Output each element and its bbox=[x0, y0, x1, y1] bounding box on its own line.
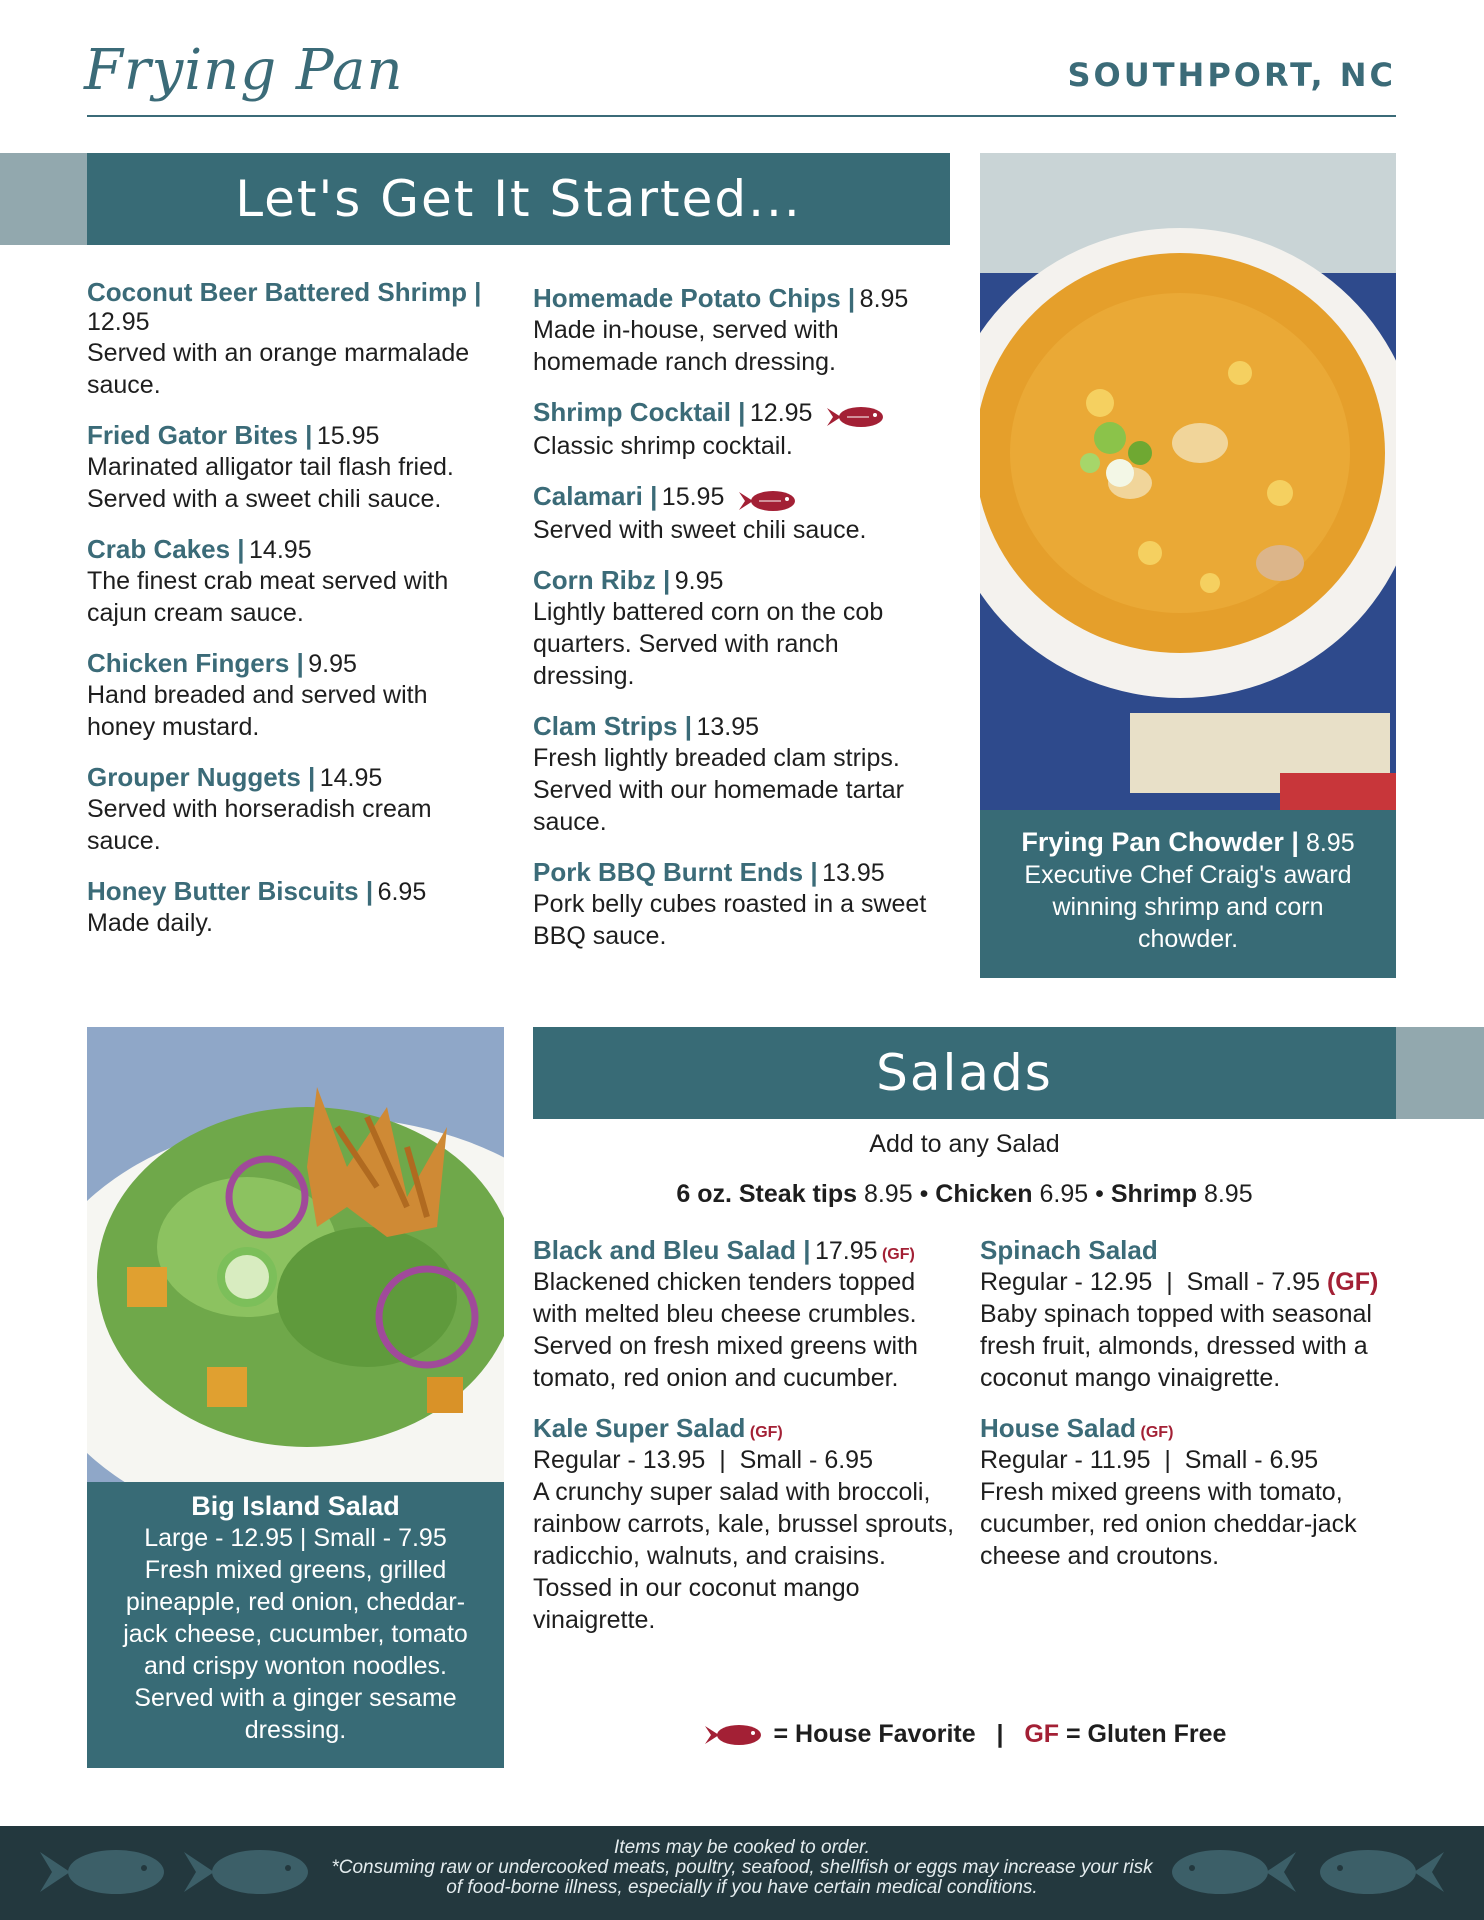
salad-caption bbox=[87, 1482, 504, 1768]
item-name: Homemade Potato Chips | bbox=[533, 283, 856, 313]
footer-line-2: *Consuming raw or undercooked meats, poultry, seafood, shellfish or eggs may increase your risk bbox=[331, 1857, 1153, 1878]
house-favorite-fish-icon bbox=[703, 1722, 767, 1748]
item-price: 6.95 bbox=[377, 878, 427, 906]
item-description: The finest crab meat served with cajun cream sauce. bbox=[87, 567, 449, 627]
legend-separator: | bbox=[996, 1720, 1004, 1748]
legend-gf-label: GF bbox=[1024, 1720, 1060, 1748]
item-name: Coconut Beer Battered Shrimp | bbox=[87, 277, 482, 307]
salads-heading: Salads bbox=[876, 1044, 1053, 1102]
menu-item bbox=[87, 761, 497, 857]
item-sizes: Regular - 11.95 | Small - 6.95 bbox=[980, 1446, 1319, 1474]
salad-illustration bbox=[87, 1027, 504, 1482]
item-description: A crunchy super salad with broccoli, rainbow carrots, kale, brussel sprouts, radicchio, walnuts, and craisins. Tossed in our coconut mango vinaigrette. bbox=[533, 1478, 955, 1634]
fish-icon bbox=[36, 1844, 166, 1900]
salad-photo bbox=[87, 1027, 504, 1482]
item-name: Crab Cakes | bbox=[87, 534, 245, 564]
gluten-free-badge: (GF) bbox=[881, 1246, 915, 1263]
footer-line-3: of food-borne illness, especially if you have certain medical conditions. bbox=[446, 1877, 1038, 1898]
addon-label: Add to any Salad bbox=[869, 1130, 1060, 1158]
item-name: Calamari | bbox=[533, 480, 658, 511]
starters-column-2 bbox=[533, 282, 943, 970]
item-price: 15.95 bbox=[316, 422, 380, 450]
menu-item bbox=[533, 564, 943, 692]
item-description: Fresh lightly breaded clam strips. Served with our homemade tartar sauce. bbox=[533, 743, 905, 836]
item-name: Pork BBQ Burnt Ends | bbox=[533, 856, 818, 887]
addon-price: 8.95 bbox=[1203, 1180, 1253, 1208]
feature-price: 8.95 bbox=[1305, 829, 1355, 857]
gluten-free-badge: (GF) bbox=[1326, 1268, 1379, 1296]
item-description: Blackened chicken tenders topped with melted bleu cheese crumbles. Served on fresh mixed greens with tomato, red onion and cucumber. bbox=[533, 1268, 918, 1392]
item-description: Baby spinach topped with seasonal fresh fruit, almonds, dressed with a coconut mango vinaigrette. bbox=[980, 1300, 1372, 1392]
fish-icon bbox=[1318, 1844, 1448, 1900]
menu-item bbox=[533, 1234, 958, 1394]
item-name: Fried Gator Bites | bbox=[87, 420, 313, 450]
menu-item bbox=[533, 1412, 958, 1636]
item-name: Shrimp Cocktail | bbox=[533, 397, 746, 427]
salads-column-1 bbox=[533, 1234, 958, 1654]
item-sizes: Regular - 12.95 | Small - 7.95 bbox=[980, 1268, 1320, 1296]
addon-price: 8.95 bbox=[863, 1180, 913, 1208]
item-name: Corn Ribz | bbox=[533, 564, 671, 595]
menu-item bbox=[980, 1234, 1396, 1394]
item-name: Clam Strips | bbox=[533, 710, 692, 741]
footer-disclaimer bbox=[300, 1838, 1184, 1898]
gluten-free-badge: (GF) bbox=[1140, 1424, 1174, 1441]
item-description: Marinated alligator tail flash fried. Served with a sweet chili sauce. bbox=[87, 453, 454, 513]
addon-name: Shrimp bbox=[1110, 1180, 1197, 1208]
house-favorite-fish-icon bbox=[737, 488, 801, 514]
menu-item bbox=[980, 1412, 1396, 1572]
restaurant-logo: Frying Pan bbox=[84, 38, 404, 103]
menu-item bbox=[533, 282, 943, 378]
location-label: SOUTHPORT, NC bbox=[1067, 56, 1396, 94]
item-description: Made daily. bbox=[87, 909, 213, 937]
feature-description: Fresh mixed greens, grilled pineapple, red onion, cheddar-jack cheese, cucumber, tomato and crispy wonton noodles. Served with a ginger sesame dressing. bbox=[123, 1556, 468, 1744]
addon-list bbox=[533, 1180, 1396, 1209]
fish-icon bbox=[1170, 1844, 1300, 1900]
feature-sizes: Large - 12.95 | Small - 7.95 bbox=[144, 1524, 447, 1552]
item-price: 8.95 bbox=[859, 285, 909, 313]
starters-heading: Let's Get It Started... bbox=[235, 170, 802, 228]
item-description: Pork belly cubes roasted in a sweet BBQ sauce. bbox=[533, 889, 927, 950]
salads-heading-bar bbox=[533, 1027, 1396, 1119]
item-name: Grouper Nuggets | bbox=[87, 762, 316, 792]
item-price: 12.95 bbox=[87, 308, 150, 336]
menu-item bbox=[87, 875, 497, 939]
item-price: 17.95 bbox=[814, 1237, 878, 1265]
item-price: 15.95 bbox=[661, 482, 725, 511]
legend-gf-text: = Gluten Free bbox=[1066, 1720, 1227, 1748]
item-description: Hand breaded and served with honey mustard. bbox=[87, 681, 428, 741]
addon-name: Chicken bbox=[935, 1180, 1033, 1208]
legend bbox=[533, 1720, 1396, 1749]
gluten-free-badge: (GF) bbox=[749, 1424, 783, 1441]
footer bbox=[0, 1826, 1484, 1920]
chowder-illustration bbox=[980, 153, 1396, 810]
addon-separator: • bbox=[1095, 1180, 1104, 1208]
addon-name: 6 oz. Steak tips bbox=[676, 1180, 857, 1208]
house-favorite-fish-icon bbox=[825, 404, 889, 430]
menu-item bbox=[87, 647, 497, 743]
item-name: Spinach Salad bbox=[980, 1235, 1158, 1265]
starters-heading-bar bbox=[87, 153, 950, 245]
chowder-caption bbox=[980, 810, 1396, 978]
feature-name: Big Island Salad bbox=[191, 1491, 400, 1521]
item-description: Served with sweet chili sauce. bbox=[533, 515, 867, 544]
salads-column-2 bbox=[980, 1234, 1396, 1590]
item-description: Lightly battered corn on the cob quarters. Served with ranch dressing. bbox=[533, 597, 884, 690]
item-price: 12.95 bbox=[749, 399, 813, 427]
item-name: Honey Butter Biscuits | bbox=[87, 876, 374, 906]
item-name: House Salad bbox=[980, 1413, 1137, 1443]
salads-bar-accent bbox=[1396, 1027, 1484, 1119]
item-price: 14.95 bbox=[319, 764, 383, 792]
feature-name: Frying Pan Chowder | bbox=[1021, 827, 1299, 857]
starters-bar-accent bbox=[0, 153, 87, 245]
item-price: 13.95 bbox=[822, 858, 885, 887]
item-description: Fresh mixed greens with tomato, cucumber, red onion cheddar-jack cheese and croutons. bbox=[980, 1478, 1357, 1570]
item-description: Made in-house, served with homemade ranch dressing. bbox=[533, 316, 839, 376]
item-description: Served with horseradish cream sauce. bbox=[87, 795, 432, 855]
item-description: Classic shrimp cocktail. bbox=[533, 431, 793, 460]
menu-item bbox=[533, 396, 943, 462]
item-description: Served with an orange marmalade sauce. bbox=[87, 339, 470, 399]
item-price: 9.95 bbox=[308, 650, 357, 678]
item-sizes: Regular - 13.95 | Small - 6.95 bbox=[533, 1446, 873, 1474]
item-price: 14.95 bbox=[249, 536, 312, 564]
item-price: 13.95 bbox=[696, 712, 759, 741]
menu-item bbox=[533, 710, 943, 838]
header-divider bbox=[87, 115, 1396, 117]
feature-description: Executive Chef Craig's award winning shrimp and corn chowder. bbox=[1024, 861, 1352, 953]
menu-item bbox=[87, 533, 497, 629]
menu-item bbox=[87, 419, 497, 515]
menu-item bbox=[533, 856, 943, 952]
item-name: Chicken Fingers | bbox=[87, 648, 304, 678]
legend-favorite-text: = House Favorite bbox=[773, 1720, 976, 1748]
starters-column-1 bbox=[87, 276, 497, 957]
item-price: 9.95 bbox=[674, 566, 724, 595]
addon-price: 6.95 bbox=[1039, 1180, 1089, 1208]
footer-line-1: Items may be cooked to order. bbox=[614, 1837, 870, 1858]
menu-item bbox=[533, 480, 943, 546]
menu-item bbox=[87, 276, 497, 401]
item-name: Black and Bleu Salad | bbox=[533, 1235, 811, 1265]
item-name: Kale Super Salad bbox=[533, 1413, 746, 1443]
addon-separator: • bbox=[919, 1180, 929, 1208]
chowder-photo bbox=[980, 153, 1396, 810]
fish-icon bbox=[180, 1844, 310, 1900]
